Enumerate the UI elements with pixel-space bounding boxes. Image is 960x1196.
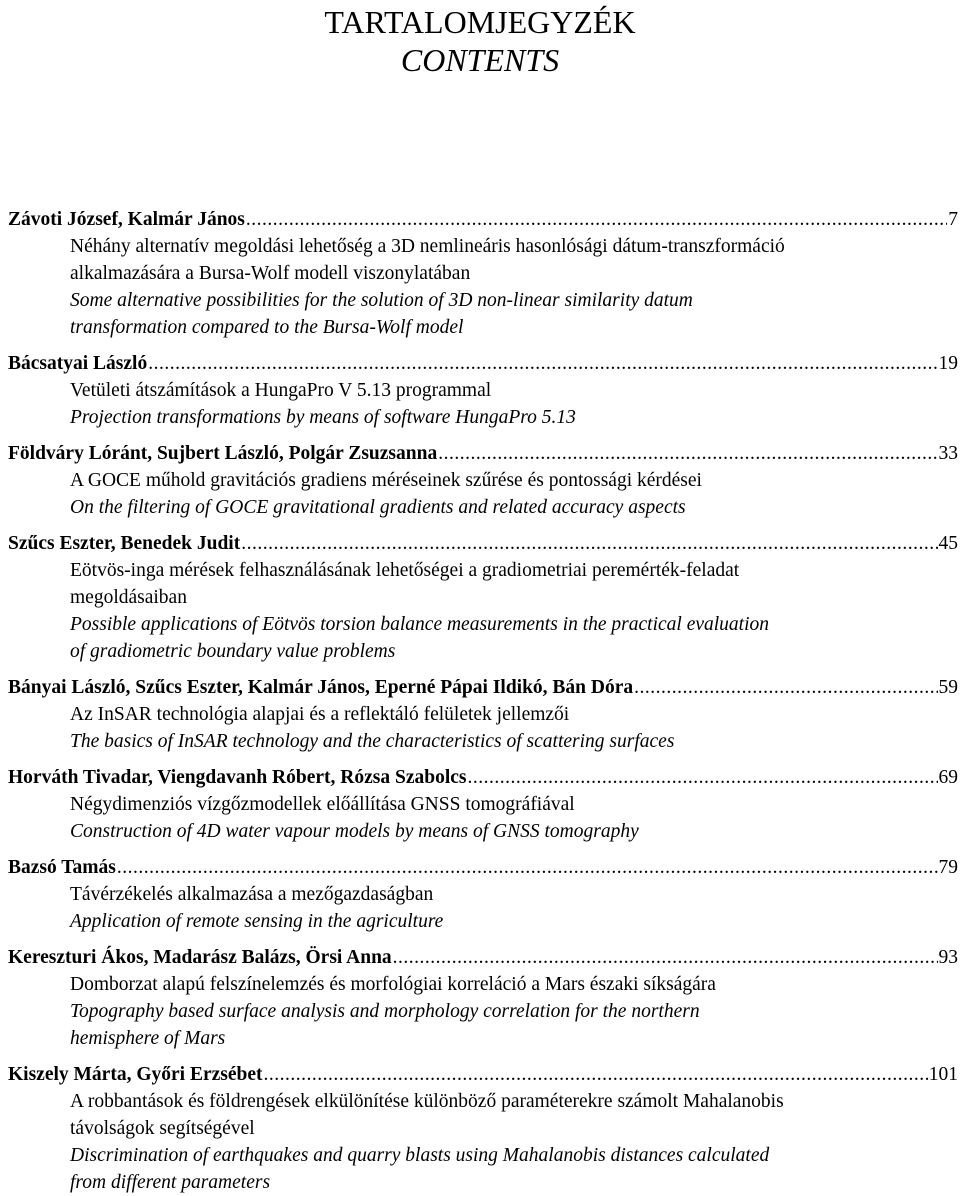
entry-title-hungarian: Domborzat alapú felszínelemzés és morfológiai korreláció a Mars északi síkságára (70, 974, 716, 995)
toc-entry-heading[interactable] (8, 350, 958, 377)
entry-spacer (8, 1052, 958, 1061)
entry-authors: Bazsó Tamás (8, 857, 116, 878)
dot-leader (246, 206, 947, 233)
entry-authors: Závoti József, Kalmár János (8, 209, 245, 230)
entry-spacer (8, 521, 958, 530)
entry-title-hungarian: A GOCE műhold gravitációs gradiens méréseinek szűrése és pontossági kérdései (70, 470, 702, 491)
toc-entry-heading[interactable] (8, 440, 958, 467)
entry-title-english: of gradiometric boundary value problems (70, 641, 396, 662)
entry-title-hungarian: A robbantások és földrengések elkülönítése különböző paraméterekre számolt Mahalanobis (70, 1091, 784, 1112)
entry-title-hungarian: Távérzékelés alkalmazása a mezőgazdaságban (70, 884, 434, 905)
entry-spacer (8, 845, 958, 854)
entry-authors: Bányai László, Szűcs Eszter, Kalmár János, Eperné Pápai Ildikó, Bán Dóra (8, 677, 634, 698)
dot-leader (634, 674, 937, 701)
entry-title-english: Application of remote sensing in the agriculture (70, 911, 444, 932)
entry-spacer (8, 755, 958, 764)
toc-entry-heading[interactable] (8, 854, 958, 881)
entry-title-hungarian: megoldásaiban (70, 587, 187, 608)
entry-title-english: Projection transformations by means of software HungaPro 5.13 (70, 407, 576, 428)
dot-leader (438, 440, 937, 467)
entry-title-english: from different parameters (70, 1172, 271, 1193)
entry-spacer (8, 431, 958, 440)
entry-page-number: 79 (938, 857, 958, 878)
toc-entry-heading[interactable] (8, 206, 958, 233)
entry-title-english: Possible applications of Eötvös torsion balance measurements in the practical evaluation (70, 614, 770, 635)
entry-page-number: 101 (928, 1064, 958, 1085)
entry-authors: Bácsatyai László (8, 353, 148, 374)
dot-leader (148, 350, 937, 377)
entry-page-number: 59 (938, 677, 958, 698)
entry-title-hungarian: Néhány alternatív megoldási lehetőség a 3D nemlineáris hasonlósági dátum-transzformáció (70, 236, 785, 257)
page-title-english: CONTENTS (400, 42, 560, 78)
entry-spacer (8, 665, 958, 674)
dot-leader (393, 944, 938, 971)
dot-leader (241, 530, 937, 557)
toc-entry (8, 764, 958, 845)
entry-title-hungarian: távolságok segítségével (70, 1118, 255, 1139)
toc-entry (8, 674, 958, 755)
entry-title-hungarian: Vetületi átszámítások a HungaPro V 5.13 programmal (70, 380, 492, 401)
entry-authors: Kiszely Márta, Győri Erzsébet (8, 1064, 263, 1085)
entry-title-hungarian: alkalmazására a Bursa-Wolf modell viszonylatában (70, 263, 471, 284)
toc-entry (8, 350, 958, 431)
entry-page-number: 69 (938, 767, 958, 788)
entry-authors: Horváth Tivadar, Viengdavanh Róbert, Rózsa Szabolcs (8, 767, 467, 788)
toc-entry-heading[interactable] (8, 944, 958, 971)
entry-title-hungarian: Az InSAR technológia alapjai és a reflektáló felületek jellemzői (70, 704, 570, 725)
entry-title-english: Some alternative possibilities for the solution of 3D non-linear similarity datum (70, 290, 693, 311)
toc-entry-heading[interactable] (8, 530, 958, 557)
toc-entry (8, 1061, 958, 1196)
entry-authors: Kereszturi Ákos, Madarász Balázs, Örsi Anna (8, 947, 392, 968)
entry-spacer (8, 341, 958, 350)
dot-leader (468, 764, 938, 791)
entry-spacer (8, 935, 958, 944)
toc-entry (8, 854, 958, 935)
entry-authors: Földváry Lóránt, Sujbert László, Polgár Zsuzsanna (8, 443, 438, 464)
dot-leader (264, 1061, 928, 1088)
entry-title-english: Discrimination of earthquakes and quarry blasts using Mahalanobis distances calculated (70, 1145, 770, 1166)
toc-entry-heading[interactable] (8, 1061, 958, 1088)
entry-page-number: 19 (938, 353, 958, 374)
toc-entry-heading[interactable] (8, 764, 958, 791)
entry-title-english: transformation compared to the Bursa-Wolf model (70, 317, 464, 338)
entry-title-english: hemisphere of Mars (70, 1028, 226, 1049)
toc-entry (8, 440, 958, 521)
entry-authors: Szűcs Eszter, Benedek Judit (8, 533, 241, 554)
entry-page-number: 33 (938, 443, 958, 464)
entry-page-number: 7 (948, 209, 958, 230)
entry-title-english: On the filtering of GOCE gravitational gradients and related accuracy aspects (70, 497, 686, 518)
toc-entry (8, 944, 958, 1052)
entry-title-english: Topography based surface analysis and morphology correlation for the northern (70, 1001, 700, 1022)
page-title-hungarian: TARTALOMJEGYZÉK (324, 4, 636, 40)
entry-title-hungarian: Eötvös-inga mérések felhasználásának lehetőségei a gradiometriai peremérték-feladat (70, 560, 740, 581)
dot-leader (117, 854, 938, 881)
toc-entry (8, 206, 958, 341)
table-of-contents (8, 206, 958, 1196)
entry-title-english: The basics of InSAR technology and the characteristics of scattering surfaces (70, 731, 675, 752)
toc-entry-heading[interactable] (8, 674, 958, 701)
entry-title-english: Construction of 4D water vapour models by means of GNSS tomography (70, 821, 639, 842)
entry-page-number: 45 (938, 533, 958, 554)
entry-title-hungarian: Négydimenziós vízgőzmodellek előállítása GNSS tomográfiával (70, 794, 575, 815)
entry-page-number: 93 (938, 947, 958, 968)
toc-entry (8, 530, 958, 665)
